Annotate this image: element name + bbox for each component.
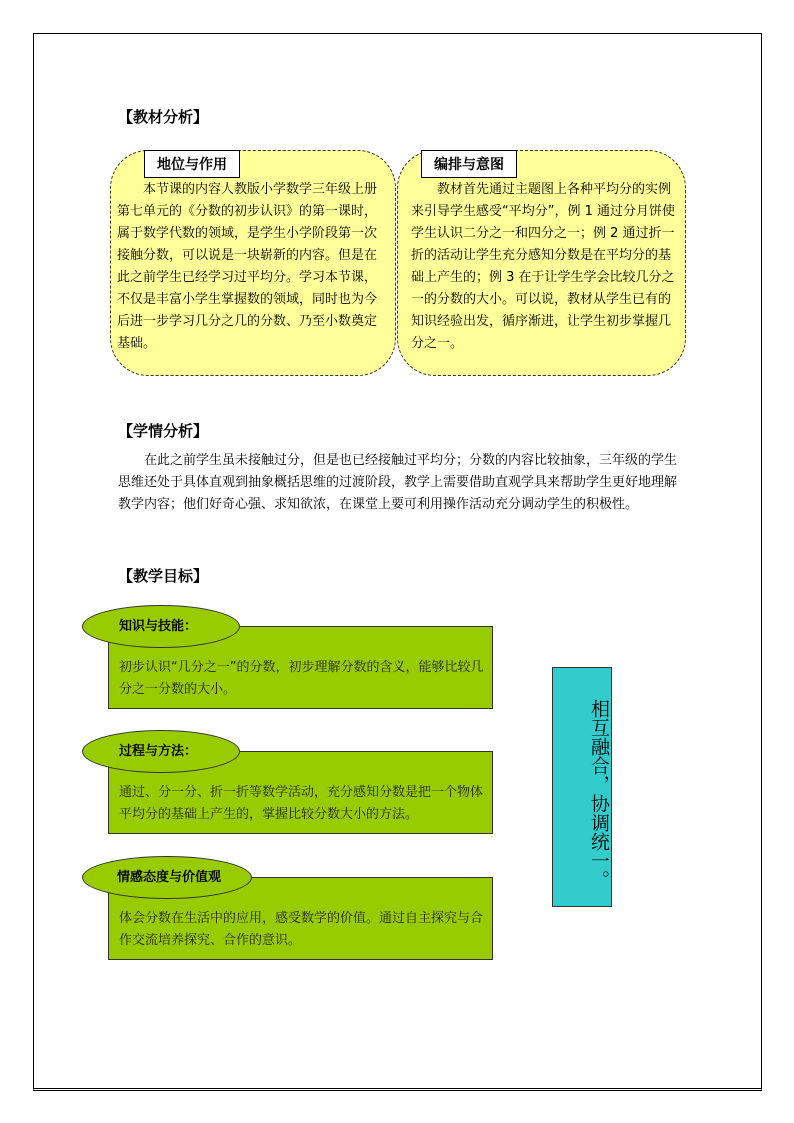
section-title-goals: 【教学目标】	[118, 567, 209, 585]
student-analysis-text: 在此之前学生虽未接触过分，但是也已经接触过平均分；分数的内容比较抽象，三年级的学生思维还处于具体直观到抽象概括思维的过渡阶段，教学上需要借助直观学具来帮助学生更好地理解教学内容；他们好奇心强、求知欲浓，在课堂上要可利用操作活动充分调动学生的积极性。	[118, 453, 678, 512]
section-title-textbook: 【教材分析】	[118, 108, 209, 126]
section-title-students: 【学情分析】	[118, 422, 209, 440]
position-role-text: 本节课的内容人教版小学数学三年级上册第七单元的《分数的初步认识》的第一课时，属于数学代数的领域，是学生小学阶段第一次接触分数，可以说是一块崭新的内容。但是在此之前学生已经学习过平均分。学习本节课，不仅是丰富小学生掌握数的领域，同时也为今后进一步学习几分之几的分数、乃至小数奠定基础。	[117, 182, 378, 351]
goal-text: 初步认识“几分之一”的分数，初步理解分数的含义，能够比较几分之一分数的大小。	[119, 660, 484, 697]
goal-text: 通过、分一分、折一折等数学活动，充分感知分数是把一个物体平均分的基础上产生的，掌握比较分数大小的方法。	[119, 785, 484, 822]
goal-label-attitude: 情感态度与价值观	[82, 856, 252, 899]
goal-text: 体会分数在生活中的应用，感受数学的价值。通过自主探究与合作交流培养探究、合作的意识。	[119, 911, 484, 948]
goal-label-process: 过程与方法：	[82, 730, 240, 773]
position-role-label: 地位与作用	[144, 150, 240, 178]
arrangement-intent-label: 编排与意图	[421, 150, 517, 178]
goal-label-knowledge: 知识与技能：	[82, 605, 240, 648]
arrangement-intent-text: 教材首先通过主题图上各种平均分的实例来引导学生感受“平均分”，例 1 通过分月饼使学生认识二分之一和四分之一；例 2 通过折一折的活动让学生充分感知分数是在平均分的基础上产生的；例 3 在于让学生学会比较几分之一的分数的大小。可以说，教材从学生已有的知识经验出发，循序渐进，让学生初步掌握几分之一。	[411, 182, 676, 351]
summary-box: 相互融合，协调统一。	[552, 667, 612, 907]
